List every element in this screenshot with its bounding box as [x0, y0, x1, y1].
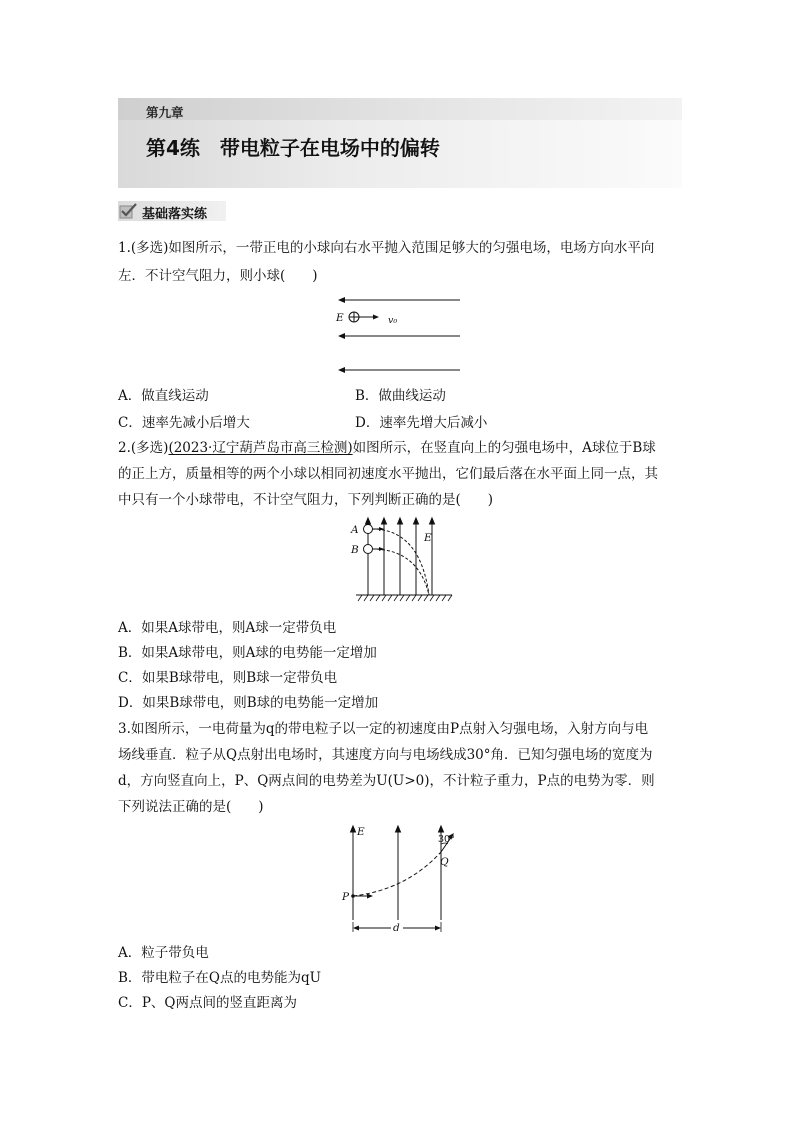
q1-velocity-label: v₀	[388, 315, 398, 326]
q2-stem-line1	[118, 438, 656, 458]
q2-option-d: D．如果B球带电，则B球的电势能一定增加	[118, 695, 379, 711]
q2-field-label: E	[424, 532, 432, 544]
q3-label-q: Q	[440, 856, 449, 868]
q2-stem-line2: 的正上方，质量相等的两个小球以相同初速度水平抛出，它们最后落在水平面上同一点，其	[118, 466, 658, 482]
q3-figure	[336, 820, 466, 938]
q3-stem-line3: d，方向竖直向上，P、Q两点间的电势差为U(U>0)，不计粒子重力，P点的电势为零．则	[118, 773, 655, 789]
q1-option-a: A．做直线运动	[118, 388, 209, 404]
chapter-label: 第九章	[146, 105, 184, 120]
q2-figure	[340, 515, 460, 607]
q1-option-d: D．速率先增大后减小	[355, 415, 488, 431]
q3-point-p	[351, 894, 355, 898]
q3-stem-line4: 下列说法正确的是( )	[118, 799, 264, 815]
q2-prefix: 2.	[118, 440, 131, 456]
q2-ball-b	[364, 545, 373, 554]
q2-tag-multi: (多选)	[130, 440, 169, 456]
checkbox-icon	[119, 202, 139, 220]
q3-trajectory	[353, 852, 441, 896]
q2-option-b: B．如果A球带电，则A球的电势能一定增加	[118, 645, 377, 661]
q2-ball-a	[364, 525, 373, 534]
q3-option-a: A．粒子带负电	[118, 945, 209, 961]
q3-option-b: B．带电粒子在Q点的电势能为qU	[118, 970, 322, 986]
q1-option-b: B．做曲线运动	[355, 388, 446, 404]
q3-label-p: P	[342, 891, 350, 903]
q3-option-c: C．P、Q两点间的竖直距离为	[118, 995, 297, 1011]
q3-stem-line1: 3.如图所示，一电荷量为q的带电粒子以一定的初速度由P点射入匀强电场，入射方向与电	[118, 721, 649, 737]
q2-source-tag: (2023·辽宁葫芦岛市高三检测)	[168, 440, 353, 456]
q2-label-b: B	[351, 544, 359, 556]
q2-option-c: C．如果B球带电，则B球一定带负电	[118, 670, 338, 686]
q1-option-c: C．速率先减小后增大	[118, 415, 250, 431]
q3-field-label: E	[357, 826, 365, 838]
q2-stem-line3: 中只有一个小球带电，不计空气阻力，下列判断正确的是( )	[118, 492, 494, 508]
header-band-top	[118, 98, 682, 120]
q2-label-a: A	[351, 524, 359, 536]
q2-stem-rest: 如图所示，在竖直向上的匀强电场中，A球位于B球	[352, 440, 656, 456]
q3-width-label: d	[393, 922, 400, 934]
lesson-title: 第4练 带电粒子在电场中的偏转	[146, 136, 440, 160]
section-title: 基础落实练	[142, 207, 208, 222]
q3-stem-line2: 场线垂直．粒子从Q点射出电场时，其速度方向与电场线成30°角．已知匀强电场的宽度为	[118, 747, 653, 763]
q1-figure	[330, 290, 470, 374]
q1-stem-line1: 1.(多选)如图所示，一带正电的小球向右水平抛入范围足够大的匀强电场，电场方向水平向	[118, 240, 655, 256]
q3-angle-label: 30°	[438, 834, 455, 845]
q1-stem-line2: 左．不计空气阻力，则小球( )	[118, 268, 318, 284]
q2-option-a: A．如果A球带电，则A球一定带负电	[118, 620, 337, 636]
q1-field-label: E	[336, 312, 344, 324]
